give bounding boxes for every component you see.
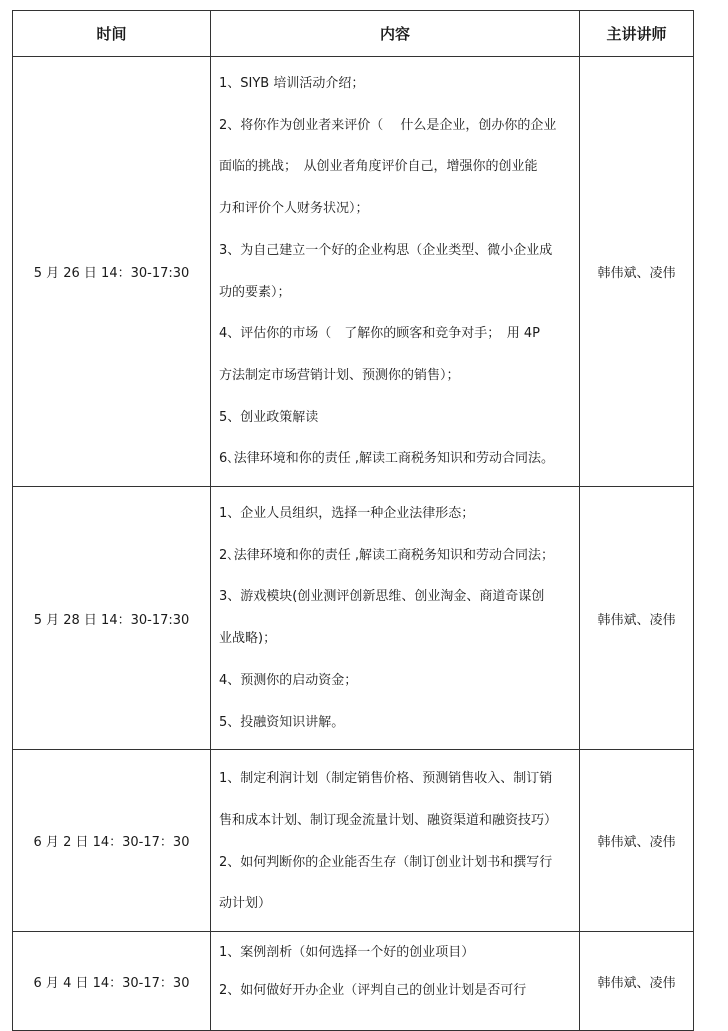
content-line: 动计划）	[219, 896, 272, 912]
table-row	[13, 487, 694, 750]
session-time: 6 月 2 日 14：30-17：30	[13, 750, 211, 932]
content-line: 业战略)；	[219, 631, 277, 647]
content-line: 6､法律环境和你的责任 ,解读工商税务知识和劳动合同法。	[219, 451, 555, 467]
table-row	[13, 57, 694, 487]
session-lecturer: 韩伟斌、凌伟	[580, 487, 694, 750]
content-line: 1、企业人员组织，选择一种企业法律形态；	[219, 506, 475, 522]
session-time: 5 月 26 日 14：30-17:30	[13, 57, 211, 487]
table-row	[13, 750, 694, 932]
content-line: 2、将你作为创业者来评价（ 什么是企业，创办你的企业	[219, 117, 557, 133]
session-time: 5 月 28 日 14：30-17:30	[13, 487, 211, 750]
content-line: 4、预测你的启动资金；	[219, 672, 358, 688]
content-line: 3、为自己建立一个好的企业构思（企业类型、微小企业成	[219, 242, 553, 258]
content-line: 5、创业政策解读	[219, 409, 319, 425]
content-line: 1、案例剖析（如何选择一个好的创业项目）	[219, 945, 475, 961]
content-line: 力和评价个人财务状况）；	[219, 201, 369, 217]
session-content	[211, 487, 580, 750]
header-row	[13, 11, 694, 57]
content-line: 1、制定利润计划（制定销售价格、预测销售收入、制订销	[219, 771, 553, 787]
header-time: 时间	[13, 11, 211, 57]
session-lecturer: 韩伟斌、凌伟	[580, 57, 694, 487]
session-content	[211, 932, 580, 1031]
content-line: 1、SIYB 培训活动介绍；	[219, 76, 365, 91]
header-lecturer: 主讲讲师	[580, 11, 694, 57]
content-line: 2、如何判断你的企业能否生存（制订创业计划书和撰写行	[219, 854, 553, 870]
content-line: 功的要素）；	[219, 284, 291, 300]
schedule-table	[12, 10, 694, 1031]
session-lecturer: 韩伟斌、凌伟	[580, 932, 694, 1031]
content-line: 2、如何做好开办企业（评判自己的创业计划是否可行	[219, 983, 527, 999]
session-time: 6 月 4 日 14：30-17：30	[13, 932, 211, 1031]
header-content: 内容	[211, 11, 580, 57]
session-content	[211, 750, 580, 932]
table-row	[13, 932, 694, 1031]
session-content	[211, 57, 580, 487]
content-line: 4、评估你的市场（ 了解你的顾客和竞争对手； 用 4P	[219, 326, 541, 342]
content-line: 3、游戏模块(创业测评创新思维、创业淘金、商道奇谋创	[219, 589, 545, 605]
content-line: 售和成本计划、制订现金流量计划、融资渠道和融资技巧）	[219, 812, 558, 828]
content-line: 2､法律环境和你的责任 ,解读工商税务知识和劳动合同法；	[219, 547, 555, 563]
session-lecturer: 韩伟斌、凌伟	[580, 750, 694, 932]
content-line: 5、投融资知识讲解。	[219, 714, 345, 730]
content-line: 面临的挑战； 从创业者角度评价自己，增强你的创业能	[219, 159, 538, 175]
content-line: 方法制定市场营销计划、预测你的销售）；	[219, 367, 460, 383]
